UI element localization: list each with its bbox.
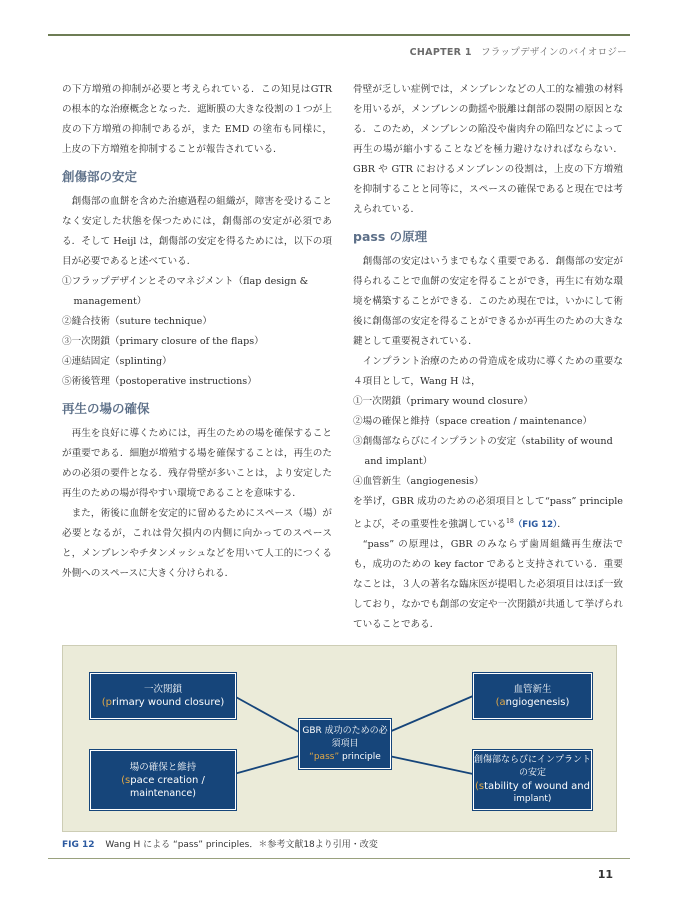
left-paragraph-3: 再生を良好に導くためには，再生のための場を確保することが重要である．細胞が増殖する場を確保することは，再生のための必須の要件となる．残存骨壁が多いことは，より安定した再生のための場が得やすい環境であることを意味する． xyxy=(62,428,332,499)
caption-text: Wang H による “pass” principles．＊参考文献18より引用・改変 xyxy=(105,840,378,850)
list-item: ③創傷部ならびにインプラントの安定（stability of wound and implant） xyxy=(353,436,613,467)
page-number: 11 xyxy=(597,868,613,881)
paragraph-text: を挙げ，GBR 成功のための必須項目として“pass” principle とよび，その重要性を強調している xyxy=(353,496,623,531)
node-label-en: implant) xyxy=(513,794,552,804)
node-label-jp: 一次閉鎖 xyxy=(143,684,182,695)
citation-superscript: 18 xyxy=(506,518,514,525)
node-label-en: (primary wound closure) xyxy=(101,697,225,708)
node-label-en: maintenance) xyxy=(130,787,196,799)
center-label-jp: GBR 成功のための必須項目 xyxy=(302,725,388,749)
pass-label: “pass” xyxy=(309,751,340,762)
list-item: ②場の確保と維持（space creation / maintenance） xyxy=(353,416,593,427)
footer-rule xyxy=(48,858,630,859)
right-paragraph-3: インプラント治療のための骨造成を成功に導くための重要な４項目として，Wang H は， xyxy=(353,356,623,387)
connector xyxy=(234,756,299,774)
principle-label: principle xyxy=(341,751,381,762)
left-paragraph-1: の下方増殖の抑制が必要と考えられている．この知見はGTR の根本的な治療概念となった．遮断膜の大きな役割の１つが上皮の下方増殖の抑制であるが，また EMD の塗布も同様に，上皮の下方増殖を抑制することが報告されている． xyxy=(62,84,332,155)
right-paragraph-5: “pass” の原理は，GBR のみならず歯周組織再生療法でも，成功のための key factor であると支持されている．重要なことは，３人の著名な臨床医が提唱した必須項目はほぼ一致しており，なかでも創部の安定や一次閉鎖が共通して挙げられていることである． xyxy=(353,539,623,631)
left-paragraph-4: また，術後に血餅を安定的に留めるためにスペース（場）が必要となるが，これは骨欠損内の内側に向かってのスペースと，メンブレンやチタンメッシュなどを用いて人工的につくる外側へのスペースに大きく分けられる． xyxy=(62,508,332,579)
node-label-jp: 創傷部ならびにインプラント xyxy=(474,755,592,765)
caption-label: FIG 12 xyxy=(62,840,95,850)
node-center-pass xyxy=(299,719,391,769)
node-label-jp: の安定 xyxy=(518,768,546,778)
node-label-jp: 血管新生 xyxy=(513,684,552,695)
header-rule xyxy=(48,34,630,36)
node-angiogenesis xyxy=(473,673,592,719)
chapter-label: CHAPTER 1 xyxy=(409,47,472,58)
list-item: ①一次閉鎖（primary wound closure） xyxy=(353,396,533,407)
list-item: ②縫合技術（suture technique） xyxy=(62,316,212,327)
node-label-en: (angiogenesis) xyxy=(495,697,570,708)
right-paragraph-4 xyxy=(353,492,623,535)
node-label-en: (space creation / xyxy=(121,774,205,786)
connector xyxy=(234,696,299,732)
figure-caption xyxy=(62,837,378,850)
list-item: ⑤術後管理（postoperative instructions） xyxy=(62,376,257,387)
heading-regeneration-space: 再生の場の確保 xyxy=(62,401,150,416)
figure-reference-link[interactable]: （FIG 12） xyxy=(513,520,558,531)
list-item: ③一次閉鎖（primary closure of the flaps） xyxy=(62,336,264,347)
connector xyxy=(389,696,473,732)
figure-12-diagram xyxy=(62,645,617,832)
running-header xyxy=(410,44,627,58)
right-column xyxy=(353,80,623,635)
list-item: ④血管新生（angiogenesis） xyxy=(353,476,484,487)
connector xyxy=(389,756,473,774)
node-stability xyxy=(473,750,592,810)
list-item: ④連結固定（splinting） xyxy=(62,356,172,367)
right-paragraph-1: 骨壁が乏しい症例では，メンブレンなどの人工的な補強の材料を用いるが，メンブレンの動揺や脱離は創部の裂開の原因となる．このため，メンブレンの陥没や歯肉弁の陥凹などによって再生の場が縮小することなどを極力避けなければならない．GBR や GTR におけるメンブレンの役割は，上皮の下方増殖を抑制することと同等に，スペースの確保であると現在では考えられている． xyxy=(353,84,623,215)
paragraph-end: ． xyxy=(557,519,567,531)
heading-wound-stability: 創傷部の安定 xyxy=(62,169,138,184)
right-paragraph-2: 創傷部の安定はいうまでもなく重要である．創傷部の安定が得られることで血餅の安定を得ることができ，再生に有効な環境を構築することができる．このため現在では，いかにして術後に創傷部の安定を得ることができるかが再生のための大きな鍵として重要視されている． xyxy=(353,256,623,347)
heading-pass-principle: pass の原理 xyxy=(353,229,428,244)
left-column xyxy=(62,80,332,584)
left-paragraph-2: 創傷部の血餅を含めた治癒過程の組織が，障害を受けることなく安定した状態を保つためには，創傷部の安定が必須である．そして Heijl は，創傷部の安定を得るためには，以下の項目が必要であると述べている． xyxy=(62,196,332,267)
list-item: ①フラップデザインとそのマネジメント（flap design & management） xyxy=(62,276,309,307)
node-space-creation xyxy=(90,750,236,810)
chapter-title: フラップデザインのバイオロジー xyxy=(481,47,627,58)
node-primary-closure xyxy=(90,673,236,719)
node-label-en: (stability of wound and xyxy=(474,781,590,792)
node-label-jp: 場の確保と維持 xyxy=(129,761,197,773)
